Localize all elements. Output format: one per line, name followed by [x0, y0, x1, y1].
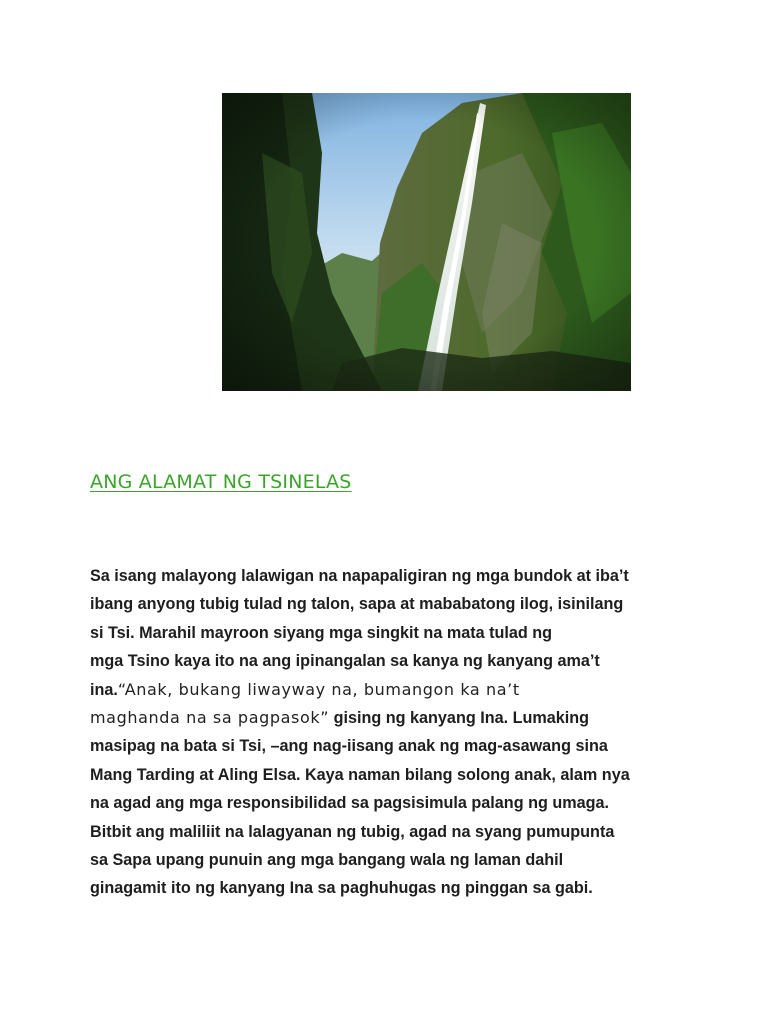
text-run: si Tsi. Marahil mayroon siyang mga singkit na mata tulad ng: [90, 623, 553, 642]
body-line: [90, 846, 690, 874]
body-line: [90, 590, 690, 618]
text-run: ina.: [90, 680, 118, 699]
waterfall-photo: [222, 93, 631, 391]
quote-run: “Anak, bukang liwayway na, bumangon ka na’t: [117, 679, 520, 699]
body-line: [90, 619, 690, 647]
body-line: [90, 789, 690, 817]
text-run: Sa isang malayong lalawigan na napapaligiran ng mga bundok at iba’t: [90, 567, 629, 585]
text-run: na agad ang mga responsibilidad sa pagsisimula palang ng umaga.: [90, 794, 610, 813]
text-run: ibang anyong tubig tulad ng talon, sapa at mababatong ilog, isinilang: [90, 595, 624, 614]
body-line: [90, 562, 690, 590]
body-line: [90, 761, 690, 789]
body-line: [90, 732, 690, 760]
text-run: ginagamit ito ng kanyang Ina sa paghuhugas ng pinggan sa gabi.: [90, 879, 593, 898]
body-line: [90, 647, 690, 675]
text-run: sa Sapa upang punuin ang mga bangang wala ng laman dahil: [90, 850, 564, 869]
text-run: masipag na bata si Tsi, –ang nag-iisang anak ng mag-asawang sina: [90, 737, 608, 756]
article-body: [90, 562, 690, 903]
body-line: [90, 704, 690, 732]
body-line: [90, 818, 690, 846]
text-run: mga Tsino kaya ito na ang ipinangalan sa kanya ng kanyang ama’t: [90, 652, 600, 671]
article-title: ANG ALAMAT NG TSINELAS: [90, 471, 352, 493]
text-run: Mang Tarding at Aling Elsa. Kaya naman bilang solong anak, alam nya: [90, 765, 630, 784]
text-run: gising ng kanyang Ina. Lumaking: [329, 708, 590, 727]
quote-run: maghanda na sa pagpasok”: [90, 707, 330, 727]
body-line: [90, 676, 690, 704]
body-line: [90, 874, 690, 902]
text-run: Bitbit ang maliliit na lalagyanan ng tubig, agad na syang pumupunta: [90, 822, 615, 841]
